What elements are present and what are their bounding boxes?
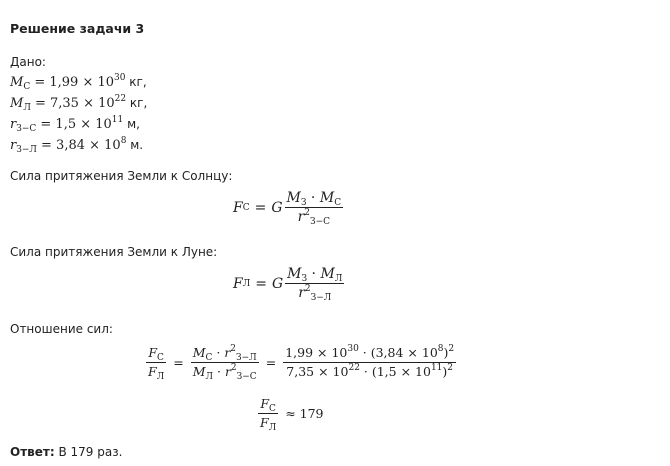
given-distance-earth-sun: $r_{З-С} = 1,5 \times 10^{11}$ м, — [10, 115, 140, 134]
answer-label: Ответ: — [10, 445, 55, 459]
answer — [10, 445, 122, 459]
page-title: Решение задачи 3 — [10, 21, 145, 36]
formula-moon-force: F Л = G $\frac{M_З \cdot M_Л}{r^2_{З-Л}}$ — [233, 266, 343, 303]
given-mass-sun: $M_С = 1,99 \times 10^{30}$ кг, — [10, 73, 147, 92]
given-mass-moon: $M_Л = 7,35 \times 10^{22}$ кг, — [10, 94, 148, 113]
formula-sun-force: F С = G $\frac{M_З \cdot M_С}{r^2_{З-С}}$ — [233, 190, 342, 227]
section-sun-force-label: Сила притяжения Земли к Солнцу: — [10, 169, 233, 183]
given-distance-earth-moon: $r_{З-Л} = 3,84 \times 10^8$ м. — [10, 136, 144, 155]
answer-text: В 179 раз. — [54, 445, 123, 459]
given-label: Дано: — [10, 55, 46, 69]
section-ratio-label: Отношение сил: — [10, 322, 113, 336]
formula-ratio-result: $\frac{F_С}{F_Л}$ ≈ 179 — [260, 396, 324, 433]
formula-force-ratio: $\frac{F_С}{F_Л}$ = $\frac{M_С \cdot r^2_{З-Л}}{M_Л \cdot r^2_{З-С}}$ = $\frac{1,99 \times 10^{30} \cdot (3,84 \times 10^8)^2}{7,35 \times 10^{22} \cdot (1,5 \times 10^{11})^2}$ — [148, 344, 455, 382]
section-moon-force-label: Сила притяжения Земли к Луне: — [10, 245, 218, 259]
